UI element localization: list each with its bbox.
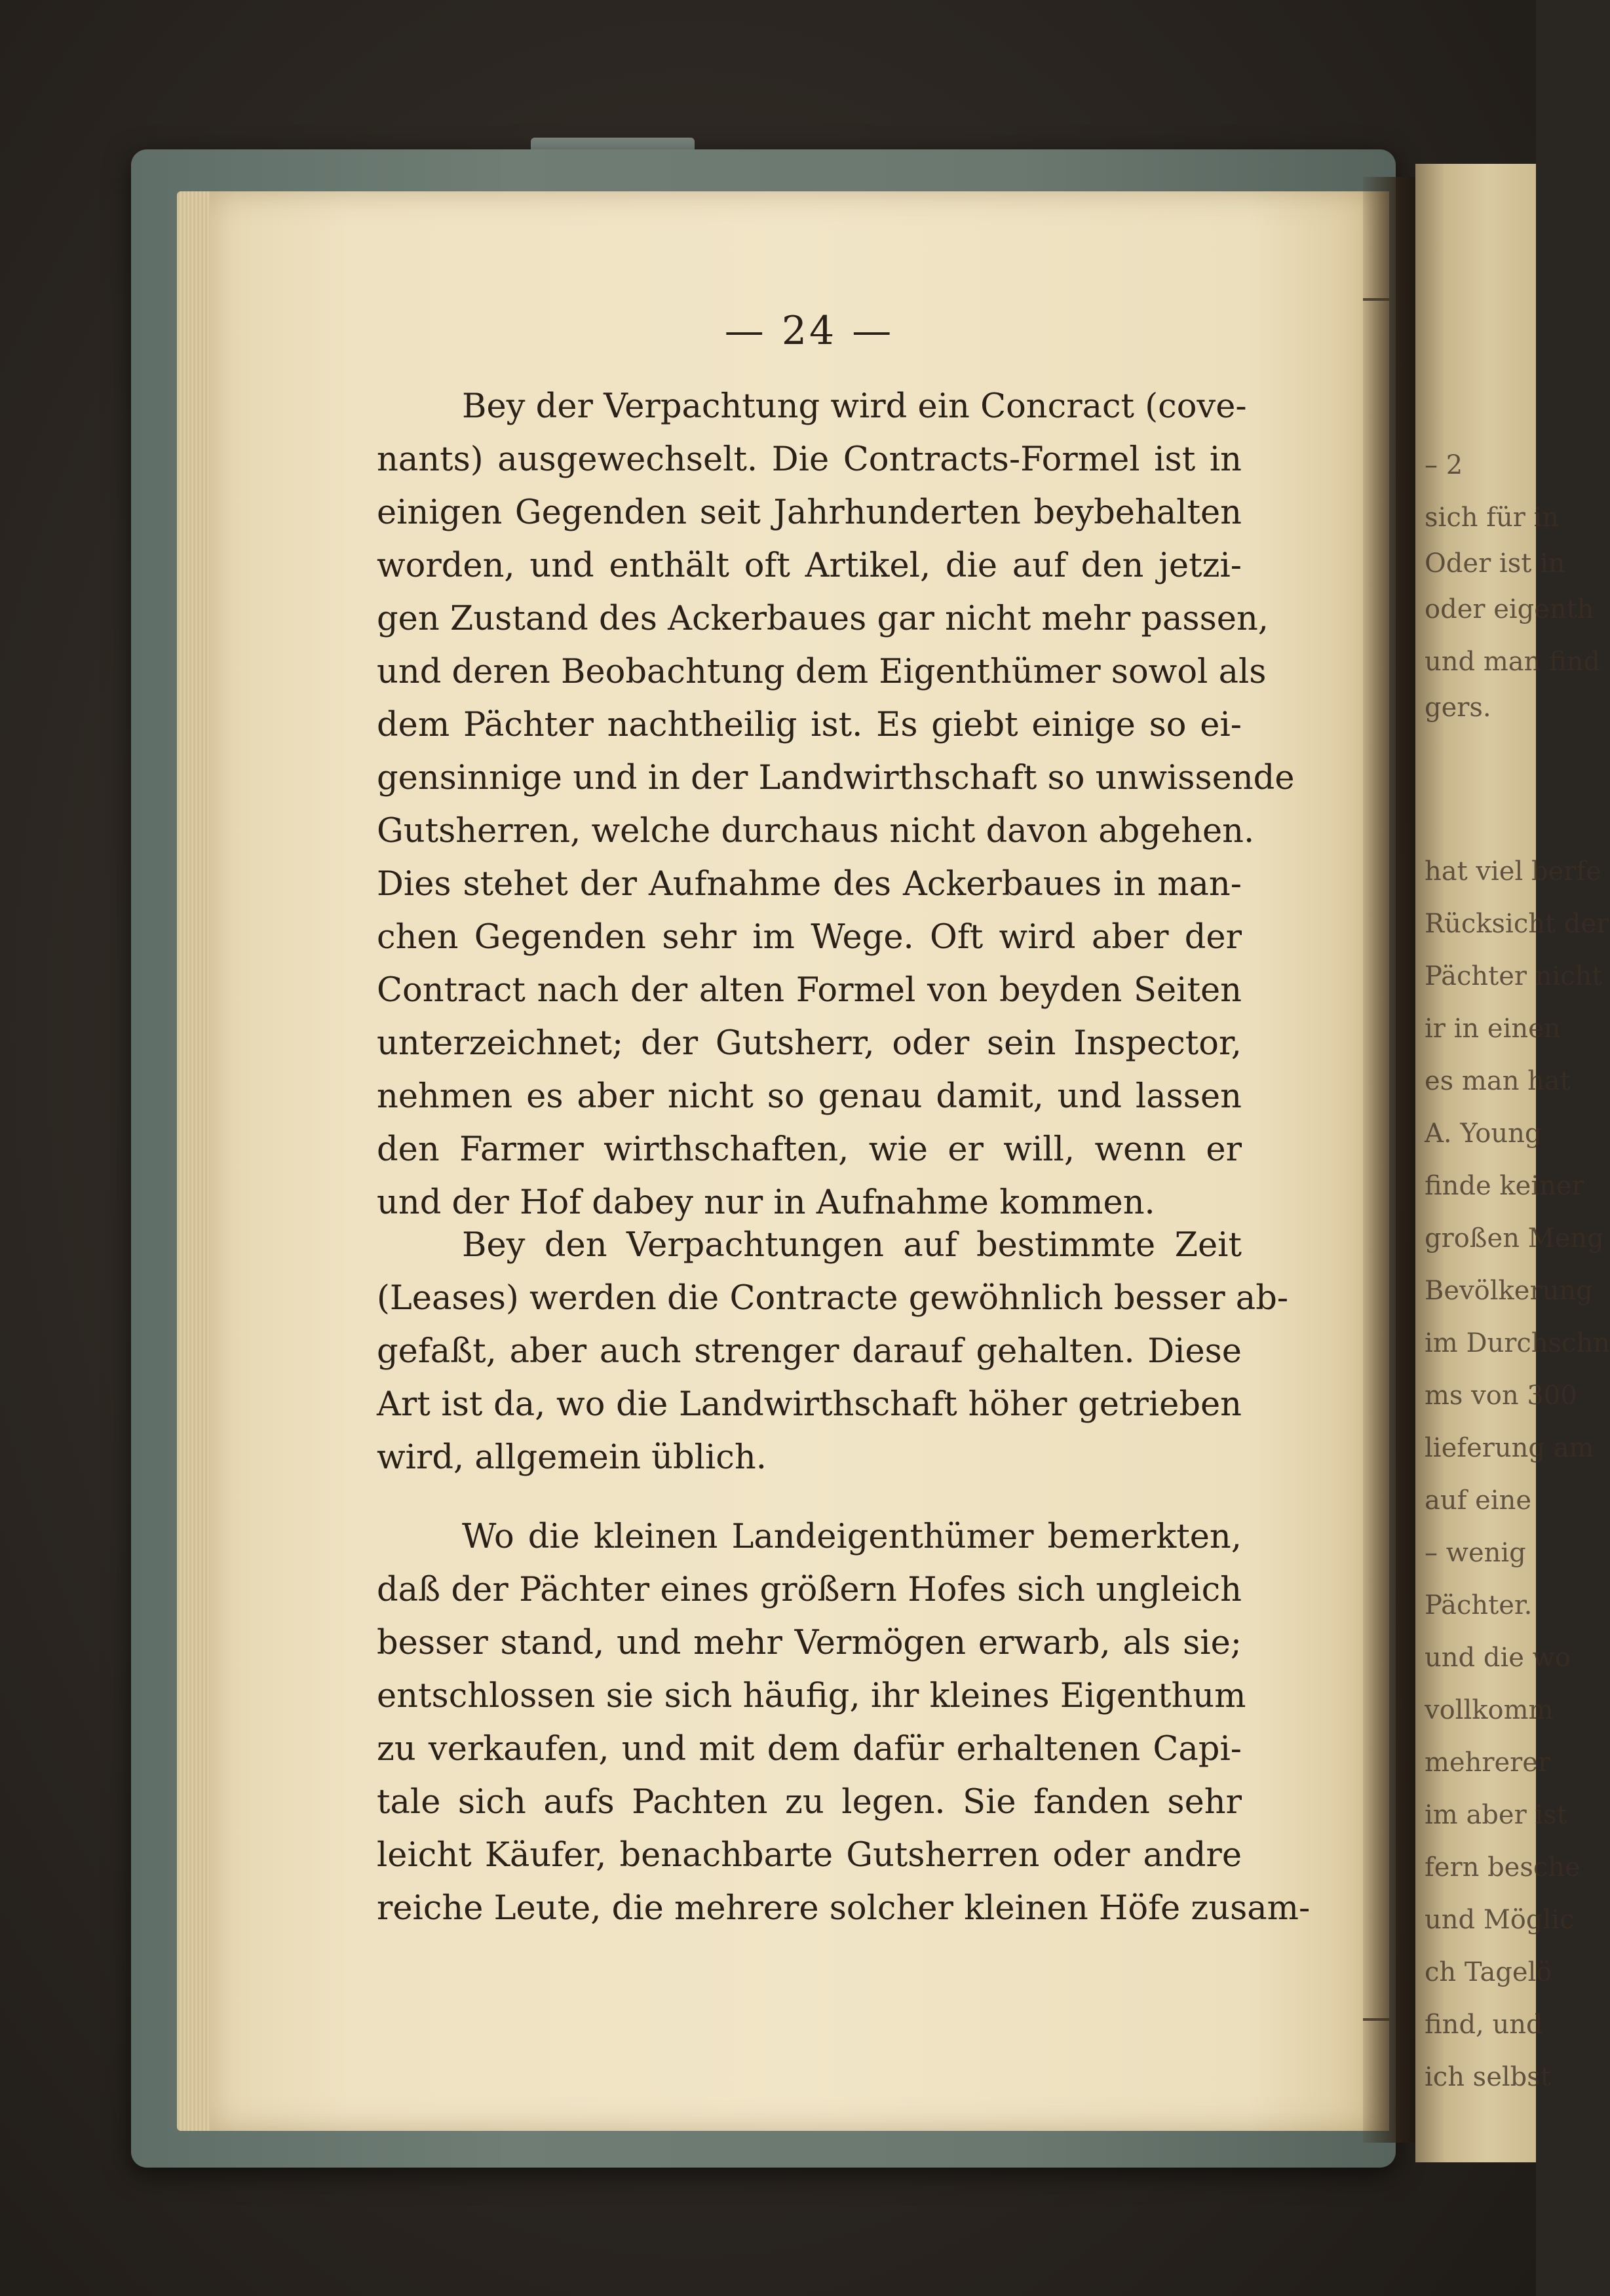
next-page-fragment: fern besche bbox=[1425, 1852, 1581, 1883]
text-line: (Leases) werden die Contracte gewöhnlich besser ab- bbox=[377, 1279, 1289, 1318]
next-page-edge bbox=[1415, 164, 1610, 2162]
next-page-fragment: vollkomm bbox=[1425, 1695, 1554, 1725]
next-page-fragment: – wenig bbox=[1425, 1538, 1526, 1568]
page-number: — 24 — bbox=[724, 308, 894, 354]
text-line: leicht Käufer, benachbarte Gutsherren oder andre bbox=[377, 1836, 1242, 1875]
text-line: unterzeichnet; der Gutsherr, oder sein Inspector, bbox=[377, 1024, 1242, 1063]
next-page-fragment: ich selbst bbox=[1425, 2062, 1551, 2092]
text-line: chen Gegenden sehr im Wege. Oft wird aber der bbox=[377, 918, 1242, 957]
text-line: Dies stehet der Aufnahme des Ackerbaues in man- bbox=[377, 865, 1242, 904]
next-page-fragment: ch Tagelö bbox=[1425, 1957, 1552, 1987]
next-page-fragment: auf eine bbox=[1425, 1485, 1532, 1516]
text-line: wird, allgemein üblich. bbox=[377, 1438, 767, 1477]
next-page-fragment: Rücksicht der bbox=[1425, 909, 1609, 939]
spine-shadow bbox=[1363, 177, 1415, 2143]
paragraph-1 bbox=[377, 380, 1295, 1229]
page-edge-mark bbox=[1363, 2018, 1389, 2021]
text-line: Art ist da, wo die Landwirthschaft höher getrieben bbox=[377, 1385, 1242, 1424]
next-page-fragment: und Möglic bbox=[1425, 1905, 1575, 1935]
next-page-fragment: Pächter. bbox=[1425, 1590, 1533, 1620]
text-line: besser stand, und mehr Vermögen erwarb, als sie; bbox=[377, 1624, 1242, 1662]
next-page-fragment: mehrerer bbox=[1425, 1748, 1551, 1778]
next-page-fragment: und die wo bbox=[1425, 1643, 1571, 1673]
next-page-fragment: im Durchschn bbox=[1425, 1328, 1610, 1358]
next-page-fragment: gers. bbox=[1425, 693, 1491, 723]
next-page-fragment: A. Young bbox=[1425, 1119, 1542, 1149]
next-page-fragment: und man find bbox=[1425, 647, 1601, 677]
text-line: Bey den Verpachtungen auf bestimmte Zeit bbox=[462, 1226, 1242, 1265]
next-page-fragment: – 2 bbox=[1425, 450, 1463, 480]
next-page-fragment: im aber ist bbox=[1425, 1800, 1567, 1830]
next-page-fragment: oder eigenth bbox=[1425, 594, 1594, 624]
next-page-fragment: ir in einen bbox=[1425, 1014, 1561, 1044]
text-line: worden, und enthält oft Artikel, die auf den jetzi- bbox=[377, 546, 1242, 585]
next-page-fragment: großen Meng bbox=[1425, 1223, 1604, 1253]
text-line: tale sich aufs Pachten zu legen. Sie fanden sehr bbox=[377, 1783, 1242, 1822]
text-line: Wo die kleinen Landeigenthümer bemerkten, bbox=[462, 1518, 1242, 1556]
next-page-fragment: finde keiner bbox=[1425, 1171, 1584, 1201]
next-page-fragment: ms von 300 bbox=[1425, 1381, 1577, 1411]
text-line: reiche Leute, die mehrere solcher kleinen Höfe zusam- bbox=[377, 1889, 1311, 1928]
next-page-fragment: find, und bbox=[1425, 2010, 1543, 2040]
next-page-fragment: lieferung am bbox=[1425, 1433, 1594, 1463]
paragraph-2 bbox=[377, 1219, 1289, 1484]
text-line: nants) ausgewechselt. Die Contracts-Formel ist in bbox=[377, 440, 1242, 479]
text-line: und der Hof dabey nur in Aufnahme kommen. bbox=[377, 1183, 1155, 1222]
text-line: Bey der Verpachtung wird ein Concract (cove- bbox=[462, 387, 1247, 426]
next-page-fragment: Bevölkerung bbox=[1425, 1276, 1593, 1306]
book-page bbox=[210, 191, 1389, 2131]
text-line: gen Zustand des Ackerbaues gar nicht mehr passen, bbox=[377, 600, 1269, 638]
text-line: entschlossen sie sich häufig, ihr kleines Eigenthum bbox=[377, 1677, 1246, 1715]
next-page-fragment: hat viel berfe bbox=[1425, 856, 1601, 887]
text-line: zu verkaufen, und mit dem dafür erhaltenen Capi- bbox=[377, 1730, 1242, 1769]
text-line: gensinnige und in der Landwirthschaft so unwissende bbox=[377, 759, 1295, 797]
text-line: dem Pächter nachtheilig ist. Es giebt einige so ei- bbox=[377, 706, 1242, 744]
text-line: einigen Gegenden seit Jahrhunderten beybehalten bbox=[377, 493, 1242, 532]
next-page-fragment: Pächter nicht bbox=[1425, 961, 1603, 991]
text-line: daß der Pächter eines größern Hofes sich ungleich bbox=[377, 1571, 1242, 1609]
text-line: nehmen es aber nicht so genau damit, und lassen bbox=[377, 1077, 1242, 1116]
next-page-fragment: es man hat bbox=[1425, 1066, 1571, 1096]
page-edge-mark bbox=[1363, 298, 1389, 301]
text-line: und deren Beobachtung dem Eigenthümer sowol als bbox=[377, 653, 1267, 691]
text-line: Contract nach der alten Formel von beyden Seiten bbox=[377, 971, 1242, 1010]
next-page-fragment: Oder ist in bbox=[1425, 548, 1565, 579]
text-line: Gutsherren, welche durchaus nicht davon abgehen. bbox=[377, 812, 1255, 851]
text-line: gefaßt, aber auch strenger darauf gehalten. Diese bbox=[377, 1332, 1242, 1371]
paragraph-3 bbox=[377, 1510, 1311, 1935]
text-line: den Farmer wirthschaften, wie er will, wenn er bbox=[377, 1130, 1242, 1169]
next-page-fragment: sich für in bbox=[1425, 503, 1560, 533]
